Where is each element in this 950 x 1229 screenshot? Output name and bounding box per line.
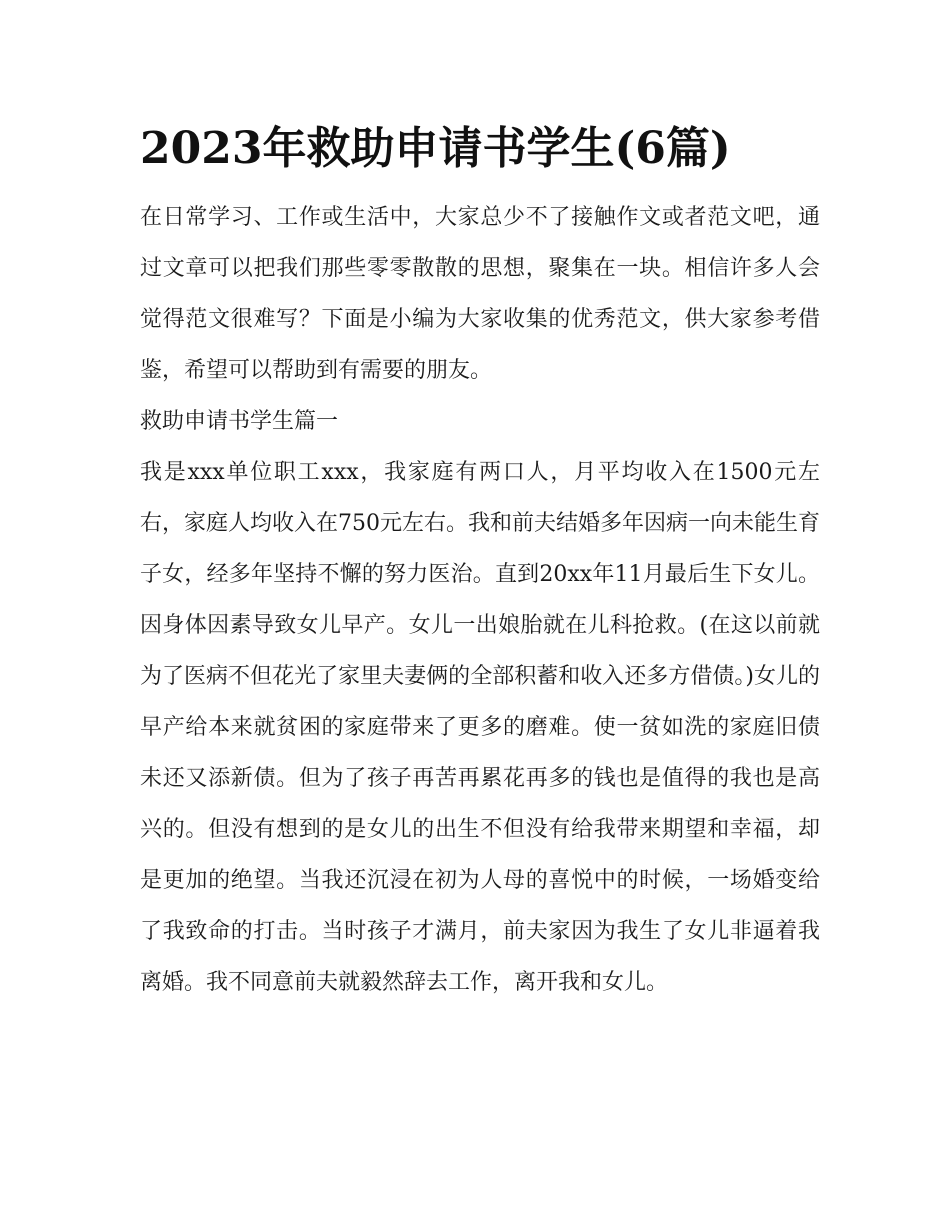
- intro-paragraph: 在日常学习、工作或生活中，大家总少不了接触作文或者范文吧，通过文章可以把我们那些零零散散的思想，聚集在一块。相信许多人会觉得范文很难写？下面是小编为大家收集的优秀范文，供大家参考借鉴，希望可以帮助到有需要的朋友。: [140, 205, 820, 383]
- document-page: [140, 118, 820, 1008]
- body-paragraph: 我是xxx单位职工xxx，我家庭有两口人，月平均收入在1500元左右，家庭人均收入在750元左右。我和前夫结婚多年因病一向未能生育子女，经多年坚持不懈的努力医治。直到20xx年11月最后生下女儿。因身体因素导致女儿早产。女儿一出娘胎就在儿科抢救。(在这以前就为了医病不但花光了家里夫妻俩的全部积蓄和收入还多方借债。)女儿的早产给本来就贫困的家庭带来了更多的磨难。使一贫如洗的家庭旧债未还又添新债。但为了孩子再苦再累花再多的钱也是值得的我也是高兴的。但没有想到的是女儿的出生不但没有给我带来期望和幸福，却是更加的绝望。当我还沉浸在初为人母的喜悦中的时候，一场婚变给了我致命的打击。当时孩子才满月，前夫家因为我生了女儿非逼着我离婚。我不同意前夫就毅然辞去工作，离开我和女儿。: [140, 460, 820, 995]
- section-heading: 救助申请书学生篇一: [140, 409, 339, 434]
- document-title: 2023年救助申请书学生(6篇): [140, 123, 731, 174]
